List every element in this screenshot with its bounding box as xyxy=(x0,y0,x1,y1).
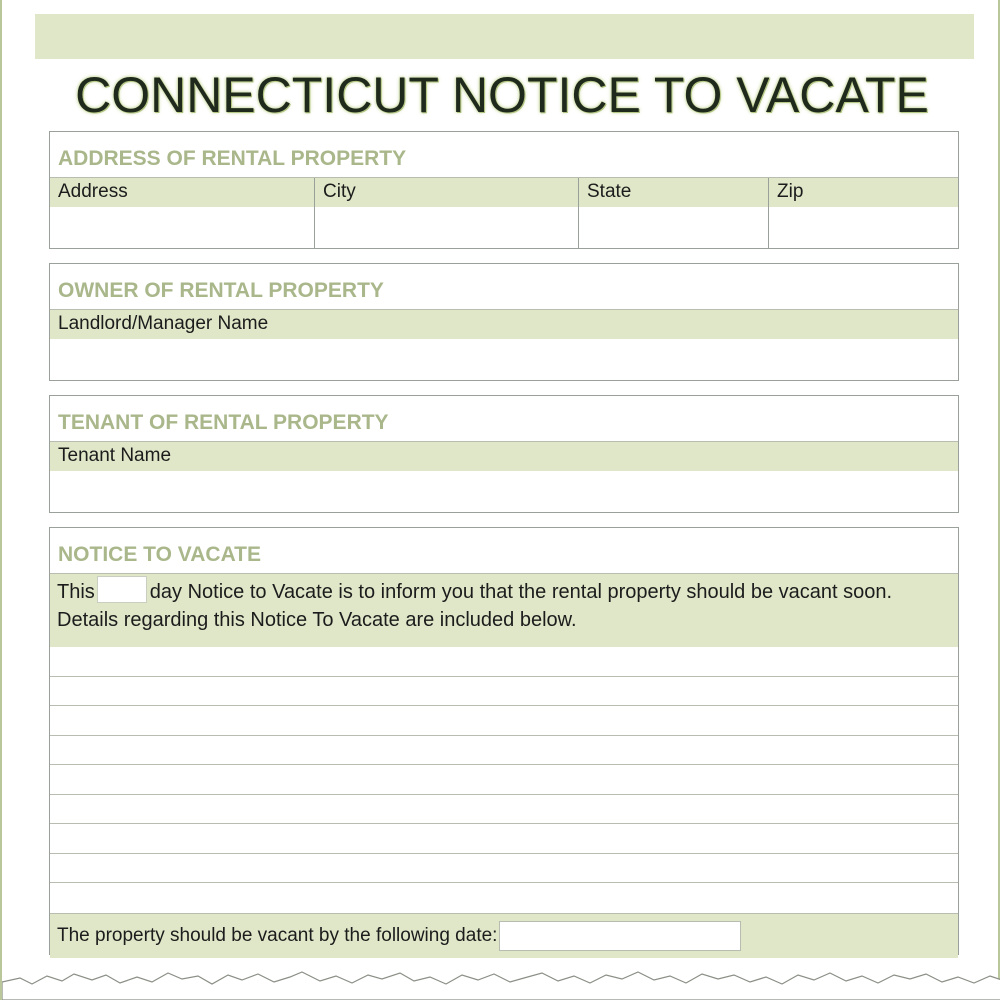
state-label: State xyxy=(579,178,769,207)
zip-field[interactable] xyxy=(769,207,958,248)
torn-paper-edge xyxy=(2,960,1000,1000)
tenant-name-field[interactable] xyxy=(50,471,958,512)
landlord-name-label: Landlord/Manager Name xyxy=(58,313,269,334)
address-section xyxy=(49,131,959,249)
details-line[interactable] xyxy=(50,765,958,795)
tenant-name-label: Tenant Name xyxy=(58,445,172,466)
address-field[interactable] xyxy=(50,207,315,248)
details-line[interactable] xyxy=(50,883,958,913)
owner-label-row xyxy=(50,309,958,339)
notice-prefix: This xyxy=(57,581,95,603)
address-label: Address xyxy=(50,178,315,207)
address-label-row xyxy=(50,177,958,207)
city-field[interactable] xyxy=(315,207,579,248)
notice-section-heading: NOTICE TO VACATE xyxy=(58,543,262,566)
tenant-section-heading: TENANT OF RENTAL PROPERTY xyxy=(58,411,389,434)
details-line[interactable] xyxy=(50,677,958,707)
owner-section xyxy=(49,263,959,381)
days-input[interactable] xyxy=(97,576,147,603)
zip-label: Zip xyxy=(777,181,804,202)
tenant-field-row xyxy=(50,471,958,512)
state-field[interactable] xyxy=(579,207,769,248)
address-section-heading: ADDRESS OF RENTAL PROPERTY xyxy=(58,147,407,170)
notice-text-block xyxy=(50,573,958,647)
top-banner xyxy=(35,14,974,59)
details-line[interactable] xyxy=(50,795,958,825)
notice-line-2: Details regarding this Notice To Vacate are included below. xyxy=(57,609,577,632)
address-field-row xyxy=(50,207,958,248)
document-title: CONNECTICUT NOTICE TO VACATE xyxy=(75,67,929,123)
city-label: City xyxy=(315,178,579,207)
details-line[interactable] xyxy=(50,854,958,884)
vacate-date-label: The property should be vacant by the following date: xyxy=(57,924,498,946)
owner-section-heading: OWNER OF RENTAL PROPERTY xyxy=(58,279,384,302)
landlord-name-field[interactable] xyxy=(50,339,958,380)
owner-field-row xyxy=(50,339,958,380)
notice-line-1 xyxy=(57,578,958,606)
notice-section xyxy=(49,527,959,955)
details-line[interactable] xyxy=(50,647,958,677)
notice-suffix: day Notice to Vacate is to inform you that the rental property should be vacant soon. xyxy=(149,581,893,603)
tenant-section xyxy=(49,395,959,513)
details-line[interactable] xyxy=(50,824,958,854)
details-lines xyxy=(50,647,958,913)
details-line[interactable] xyxy=(50,706,958,736)
vacate-date-input[interactable] xyxy=(499,921,741,951)
details-line[interactable] xyxy=(50,736,958,766)
tenant-label-row xyxy=(50,441,958,471)
vacate-date-row xyxy=(50,913,958,958)
